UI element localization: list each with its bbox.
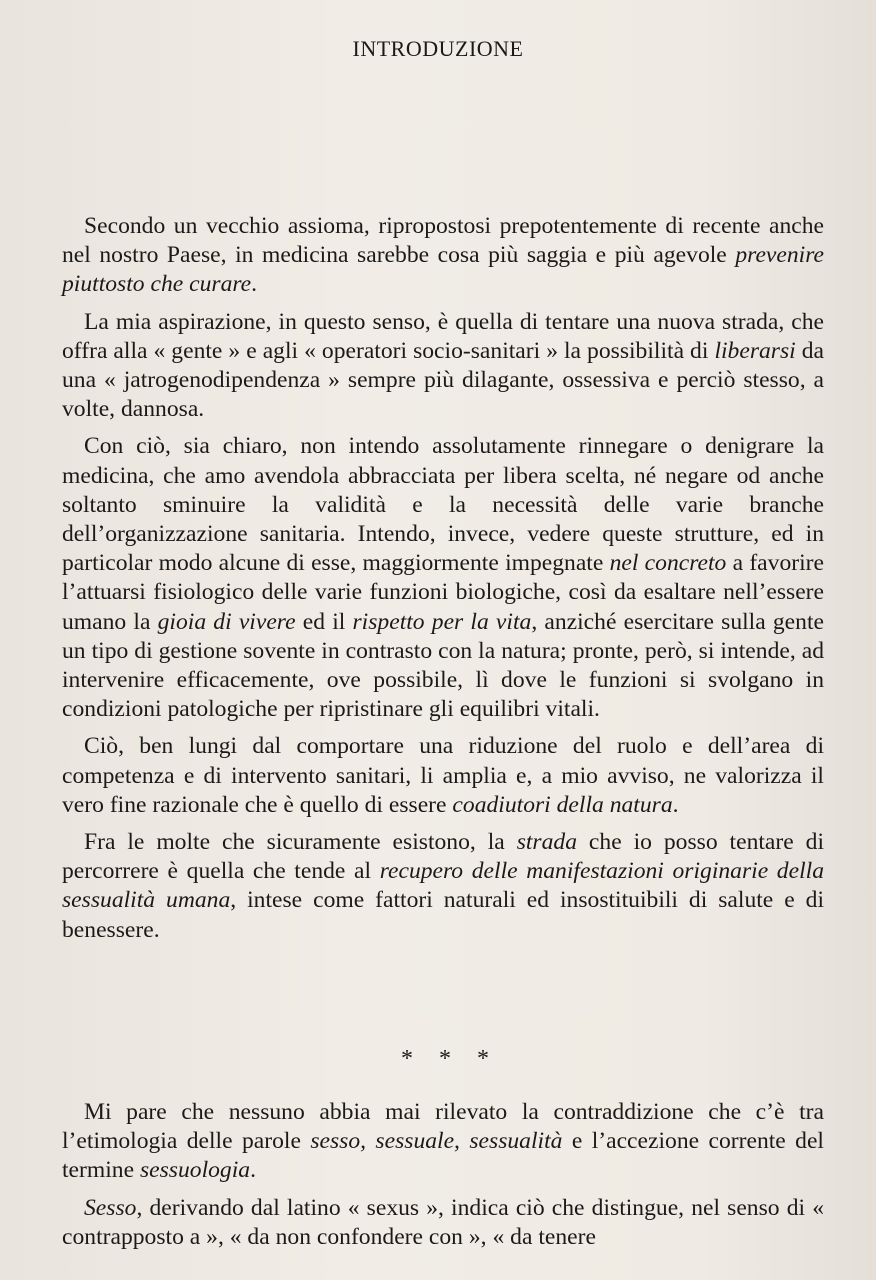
section-separator: * * * <box>401 1046 499 1072</box>
italic-text: nel concreto <box>609 550 727 577</box>
page-title: INTRODUZIONE <box>352 36 524 61</box>
paragraph <box>62 828 824 945</box>
paragraph <box>62 1194 824 1252</box>
text-run: . <box>250 1157 256 1184</box>
text-run: Secondo un vecchio assioma, ripropostosi prepotentemente di recente anche nel nostro Paese, in medicina sarebbe cosa più saggia e più agevole <box>62 213 824 269</box>
text-body-continued <box>62 1098 824 1260</box>
text-run: . <box>672 791 679 818</box>
text-body <box>62 212 824 953</box>
italic-text: liberarsi <box>714 337 796 364</box>
text-run: , anziché esercitare sulla gente un tipo di gestione sovente in contrasto con la natura; pronte, però, si intende, ad intervenire efficacemente, ove possibile, lì dove le funzioni si svolgano in condizioni patologiche per ripristinare gli equilibri vitali. <box>62 608 824 723</box>
text-run: a favorire l’attuarsi fisiologico delle varie funzioni biologiche, così da esaltare nell’essere umano la <box>62 550 824 635</box>
paragraph <box>62 1098 824 1186</box>
italic-text: coadiutori della natura <box>452 791 673 818</box>
italic-text: sessuologia <box>139 1157 251 1184</box>
italic-text: sesso, sessuale, sessualità <box>310 1128 563 1155</box>
italic-text: recupero delle manifestazioni originarie della sessualità umana <box>62 858 824 914</box>
text-run: da una « jatrogenodipendenza » sempre più dilagante, ossessiva e perciò stesso, a volte, dannosa. <box>62 337 825 423</box>
paragraph <box>62 212 824 300</box>
text-run: che io posso tentare di percorrere è quella che tende al <box>62 829 825 885</box>
text-run: , intese come fattori naturali ed insostituibili di salute e di benessere. <box>62 887 825 943</box>
italic-text: prevenire piuttosto che curare <box>62 242 824 298</box>
italic-text: Sesso <box>84 1194 137 1221</box>
text-run: Mi pare che nessuno abbia mai rilevato la contraddizione che c’è tra l’etimologia delle parole <box>62 1099 824 1155</box>
paragraph <box>62 308 824 425</box>
text-run: La mia aspirazione, in questo senso, è quella di tentare una nuova strada, che offra alla « gente » e agli « operatori socio-sanitari » la possibilità di <box>62 308 824 364</box>
italic-text: rispetto per la vita <box>352 608 532 635</box>
paragraph <box>62 432 824 724</box>
text-run: , derivando dal latino « sexus », indica ciò che distingue, nel senso di « contrapposto a », « da non confondere con », « da tenere <box>62 1194 824 1250</box>
italic-text: gioia di vivere <box>157 608 296 635</box>
italic-text: strada <box>516 829 577 856</box>
text-run: Fra le molte che sicuramente esistono, la <box>84 829 517 856</box>
paragraph <box>62 732 824 820</box>
text-run: Ciò, ben lungi dal comportare una riduzione del ruolo e dell’area di competenza e di intervento sanitari, li amplia e, a mio avviso, ne valorizza il vero fine razionale che è quello di essere <box>62 733 824 818</box>
text-run: e l’accezione corrente del termine <box>62 1128 824 1184</box>
text-run: ed il <box>295 608 353 635</box>
text-run: Con ciò, sia chiaro, non intendo assolutamente rinnegare o denigrare la medicina, che amo avendola abbracciata per libera scelta, né negare od anche soltanto sminuire la validità e la necessità delle varie branche dell’organizzazione sanitaria. Intendo, invece, vedere queste strutture, ed in particolar modo alcune di esse, maggiormente impegnate <box>62 433 824 577</box>
text-run: . <box>251 271 258 298</box>
